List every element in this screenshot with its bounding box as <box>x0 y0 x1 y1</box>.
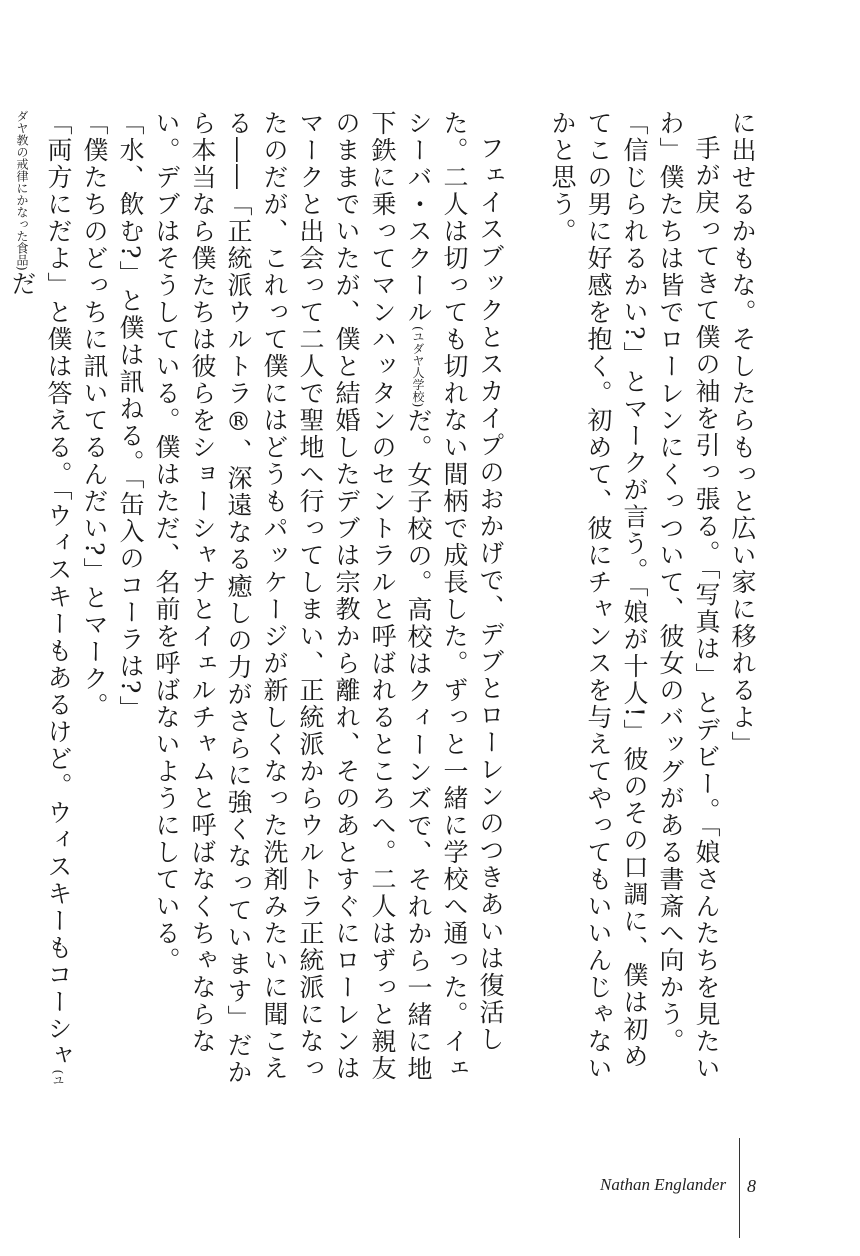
paragraph-text: 「水、飲む?」と僕は訊ねる。「缶入のコーラは?」 <box>116 110 145 723</box>
paragraph-4 <box>148 110 508 1090</box>
paragraph-2 <box>652 110 724 1090</box>
paragraph-1 <box>724 110 760 1090</box>
paragraph-text-after: だ <box>8 270 37 298</box>
paragraph-text: 「僕たちのどっちに訊いてるんだい?」とマーク。 <box>80 110 109 720</box>
running-footer-author: Nathan Englander <box>600 1175 727 1194</box>
ruby-annotation: (ユダヤ教の戒律にかなった食品) <box>15 110 65 1087</box>
paragraph-text: 手が戻ってきて僕の袖を引っ張る。「写真は」とデビー。「娘さんたちを見たいわ」僕たちは皆でローレンにくっついて、彼女のバッグがある書斎へ向かう。 <box>656 110 721 1082</box>
footer-divider <box>739 1138 740 1238</box>
paragraph-text-after: だ。女子校の。高校はクィーンズで、それから一緒に地下鉄に乗ってマンハッタンのセントラルと呼ばれるところへ。二人はずっと親友のままでいたが、僕と結婚したデブは宗教から離れ、そのあとすぐにローレンはマークと出会って二人で聖地へ行ってしまい、正統派からウルトラ正統派になったのだが、これって僕にはどうもパッケージが新しくなった洗剤みたいに聞こえる――「正統派ウルトラ®、深遠なる癒しの力がさらに強くなっています」だから本当なら僕たちは彼らをショーシャナとイェルチャムと呼ばなくちゃならない。デブはそうしている。僕はただ、名前を呼ばないようにしている。 <box>152 110 433 1086</box>
paragraph-5 <box>112 110 148 1090</box>
ruby-annotation: (ユダヤ人学校) <box>411 326 425 408</box>
paragraph-text: フェイスブックとスカイプのおかげで、デブとローレンのつきあいは復活した。二人は切っても切れない間柄で成長した。ずっと一緒に学校へ通った。イェシーバ・スクール <box>404 110 505 1082</box>
page-number: 8 <box>747 1176 756 1196</box>
paragraph-text: 「両方にだよ」と僕は答える。「ウィスキーもあるけど。ウィスキーもコーシャ <box>44 110 73 1070</box>
paragraph-text: に出せるかもな。そしたらもっと広い家に移れるよ」 <box>728 110 757 758</box>
paragraph-6 <box>76 110 112 1090</box>
paragraph-3 <box>544 110 652 1090</box>
vertical-text-body <box>8 110 760 1090</box>
paragraph-text: 「信じられるかい?」とマークが言う。「娘が十人!」彼のその口調に、僕は初めてこの男に好感を抱く。初めて、彼にチャンスを与えてやってもいいんじゃないかと思う。 <box>548 110 649 1082</box>
paragraph-7 <box>4 110 76 1090</box>
